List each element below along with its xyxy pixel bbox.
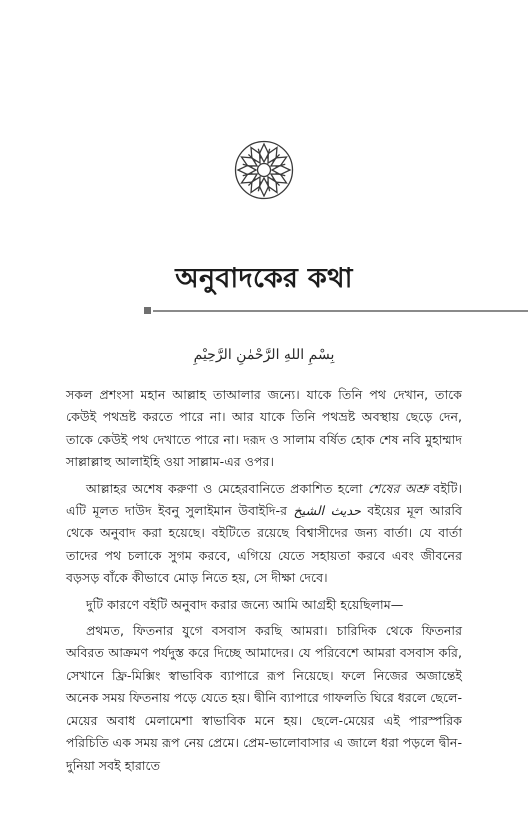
paragraph-3: দুটি কারণে বইটি অনুবাদ করার জন্যে আমি আগ্রহী হয়েছিলাম— bbox=[86, 596, 404, 612]
paragraph-2-before: আল্লাহর অশেষ করুণা ও মেহেরবানিতে প্রকাশিত হলো bbox=[86, 480, 368, 496]
arabic-book-title: حديث الشيخ bbox=[293, 503, 361, 519]
paragraph-1: সকল প্রশংসা মহান আল্লাহ তাআলার জন্যে। যাকে তিনি পথ দেখান, তাকে কেউই পথভ্রষ্ট করতে পারে না। আর যাকে তিনি পথভ্রষ্ট অবস্থায় ছেড়ে দেন, তাকে কেউই পথ দেখাতে পারে না। দরূদ ও সালাম বর্ষিত হোক শেষ নবি মুহাম্মাদ সাল্লাল্লাহু আলাইহি ওয়া সাল্লাম-এর ওপর। bbox=[66, 387, 462, 470]
book-title: শেষের অশ্রু bbox=[367, 480, 429, 496]
rosette-ornament-icon bbox=[234, 140, 294, 200]
title-rule bbox=[144, 306, 528, 316]
paragraph-2-middle: বইটি। এটি মূলত দাউদ ইবনু সুলাইমান উবাইদি-র bbox=[66, 480, 462, 519]
chapter-title: অনুবাদকের কথা bbox=[175, 263, 353, 294]
basmala: بِسْمِ اللهِ الرَّحْمٰنِ الرَّحِيْمِ bbox=[193, 347, 335, 363]
rule-line bbox=[153, 310, 528, 312]
paragraph-2-after: বইয়ের মূল আরবি থেকে অনুবাদ করা হয়েছে। বইটিতে রয়েছে বিশ্বাসীদের জন্য বার্তা। যে বার্তা তাদের পথ চলাকে সুগম করবে, এগিয়ে যেতে সহায়তা করবে এবং জীবনের বড়সড় বাঁকে কীভাবে মোড় নিতে হয়, সে দীক্ষা দেবে। bbox=[66, 503, 462, 586]
rule-square bbox=[144, 307, 151, 314]
paragraph-4: প্রথমত, ফিতনার যুগে বসবাস করছি আমরা। চারিদিক থেকে ফিতনার অবিরত আক্রমণ পর্যদুস্ত করে দিচ্ছে আমাদের। যে পরিবেশে আমরা বসবাস করি, সেখানে ফ্রি-মিক্সিং স্বাভাবিক ব্যাপারে রূপ নিয়েছে। ফলে নিজের অজান্তেই অনেক সময় ফিতনায় পড়ে যেতে হয়। দ্বীনি ব্যাপারে গাফলতি ঘিরে ধরলে ছেলে-মেয়ের অবাধ মেলামেশা স্বাভাবিক মনে হয়। ছেলে-মেয়ের এই পারস্পরিক পরিচিতি এক সময় রূপ নেয় প্রেমে। প্রেম-ভালোবাসার এ জালে ধরা পড়লে দ্বীন-দুনিয়া সবই হারাতে bbox=[66, 623, 462, 773]
body-text bbox=[66, 384, 462, 781]
paragraph-2 bbox=[66, 478, 462, 590]
